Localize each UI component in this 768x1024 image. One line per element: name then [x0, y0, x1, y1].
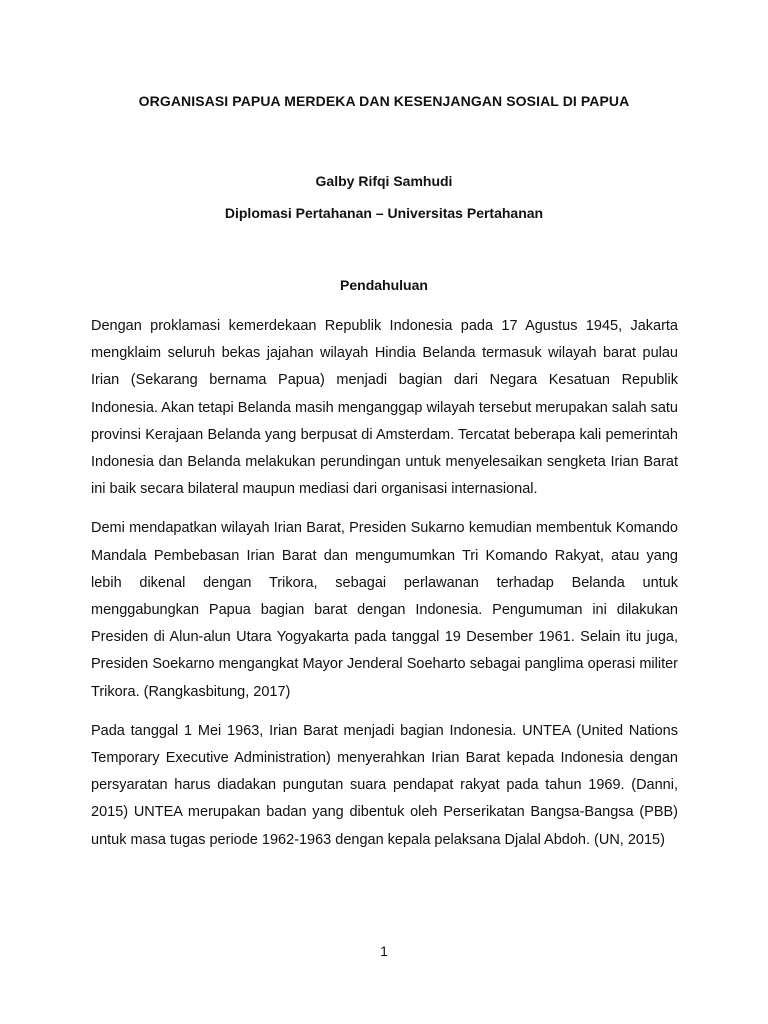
author-affiliation: Diplomasi Pertahanan – Universitas Pertahanan: [224, 205, 544, 221]
paragraph-2: Demi mendapatkan wilayah Irian Barat, Presiden Sukarno kemudian membentuk Komando Mandala Pembebasan Irian Barat dan mengumumkan Tri Komando Rakyat, atau yang lebih dikenal dengan Trikora, sebagai perlawanan terhadap Belanda untuk menggabungkan Papua bagian barat dengan Indonesia. Pengumuman ini dilakukan Presiden di Alun-alun Utara Yogyakarta pada tanggal 19 Desember 1961. Selain itu juga, Presiden Soekarno mengangkat Mayor Jenderal Soeharto sebagai panglima operasi militer Trikora. (Rangkasbitung, 2017): [91, 520, 678, 700]
section-heading: Pendahuluan: [340, 277, 428, 293]
paragraph-3: Pada tanggal 1 Mei 1963, Irian Barat menjadi bagian Indonesia. UNTEA (United Nations Temporary Executive Administration) menyerahkan Irian Barat kepada Indonesia dengan persyaratan harus diadakan pungutan suara pendapat rakyat pada tahun 1969. (Danni, 2015) UNTEA merupakan badan yang dibentuk oleh Perserikatan Bangsa-Bangsa (PBB) untuk masa tugas periode 1962-1963 dengan kepala pelaksana Djalal Abdoh. (UN, 2015): [91, 722, 678, 848]
author-name: Galby Rifqi Samhudi: [315, 173, 453, 189]
page-number: 1: [380, 943, 388, 959]
paragraph-1: Dengan proklamasi kemerdekaan Republik Indonesia pada 17 Agustus 1945, Jakarta mengklaim seluruh bekas jajahan wilayah Hindia Belanda termasuk wilayah barat pulau Irian (Sekarang bernama Papua) menjadi bagian dari Negara Kesatuan Republik Indonesia. Akan tetapi Belanda masih menganggap wilayah tersebut merupakan salah satu provinsi Kerajaan Belanda yang berpusat di Amsterdam. Tercatat beberapa kali pemerintah Indonesia dan Belanda melakukan perundingan untuk menyelesaikan sengketa Irian Barat ini baik secara bilateral maupun mediasi dari organisasi internasional.: [91, 318, 678, 498]
body-text: [91, 313, 678, 866]
document-title: ORGANISASI PAPUA MERDEKA DAN KESENJANGAN SOSIAL DI PAPUA: [138, 93, 630, 109]
